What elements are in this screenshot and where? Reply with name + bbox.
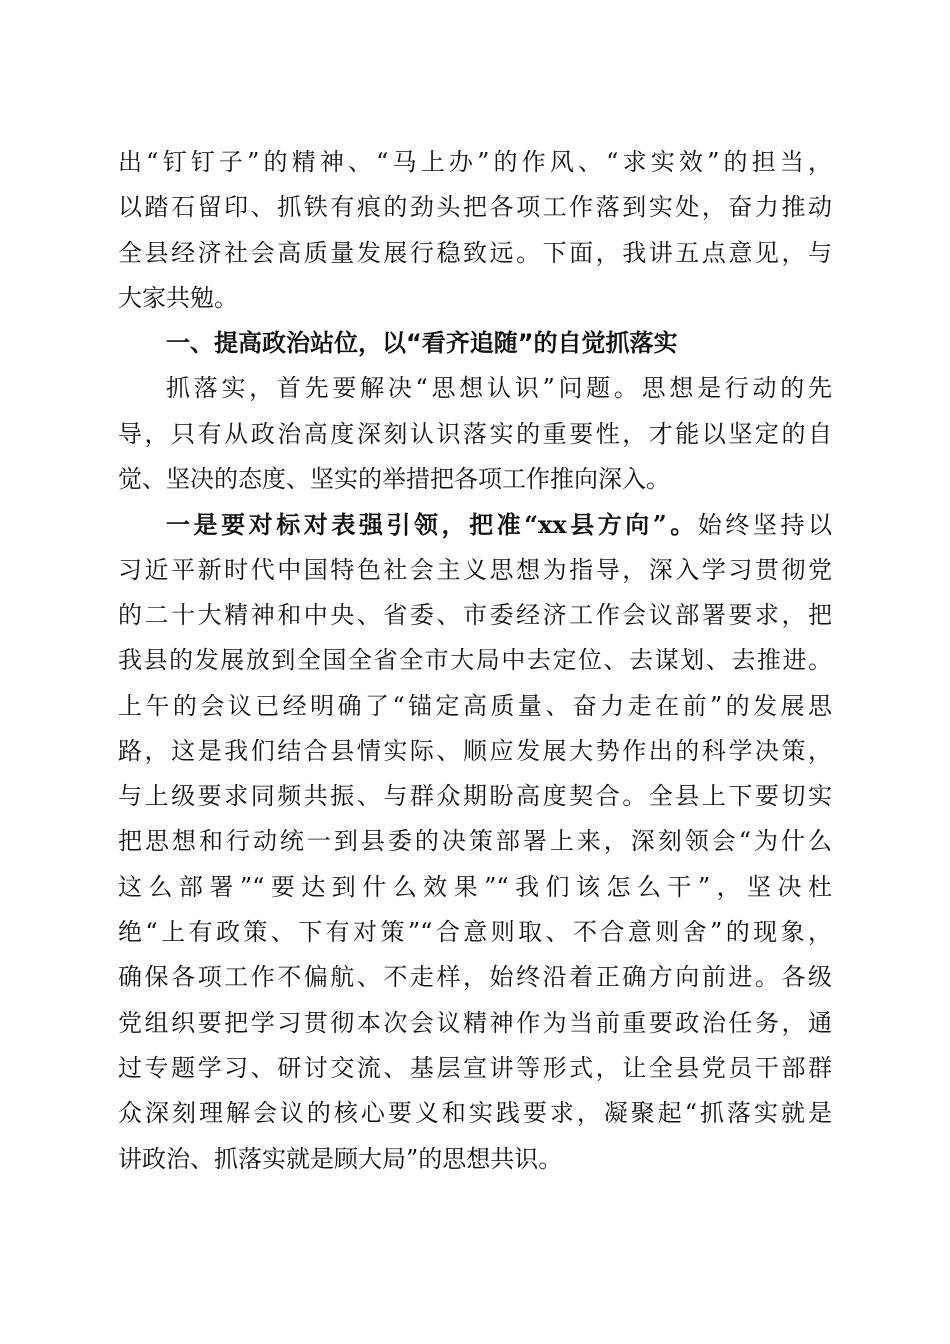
intro-line: 大家共勉。: [118, 283, 238, 312]
paragraph-line: 的二十大精神和中央、省委、市委经济工作会议部署要求，把: [118, 600, 832, 629]
paragraph-line: 导，只有从政治高度深刻认识落实的重要性，才能以坚定的自: [118, 419, 832, 448]
paragraph-line: 觉、坚决的态度、坚实的举措把各项工作推向深入。: [118, 465, 670, 494]
paragraph-line: 习近平新时代中国特色社会主义思想为指导，深入学习贯彻党: [118, 555, 832, 584]
paragraph-line: 与上级要求同频共振、与群众期盼高度契合。全县上下要切实: [118, 782, 832, 811]
paragraph-line: [118, 502, 832, 547]
paragraph-line: 确保各项工作不偏航、不走样，始终沿着正确方向前进。各级: [118, 963, 832, 992]
paragraph-line: 上午的会议已经明确了“锚定高质量、奋力走在前”的发展思: [118, 691, 832, 720]
intro-line: 全县经济社会高质量发展行稳致远。下面，我讲五点意见，与: [118, 238, 832, 267]
intro-line: 以踏石留印、抓铁有痕的劲头把各项工作落到实处，奋力推动: [118, 193, 832, 222]
paragraph-line: 讲政治、抓落实就是顾大局”的思想共识。: [118, 1144, 563, 1173]
paragraph-line: 路，这是我们结合县情实际、顺应发展大势作出的科学决策，: [118, 736, 832, 765]
subsection-lead: 一是要对标对表强引领，把准“xx县方向”。: [166, 510, 698, 540]
paragraph-line: 党组织要把学习贯彻本次会议精神作为当前重要政治任务，通: [118, 1008, 832, 1037]
paragraph-line: 绝“上有政策、下有对策”“合意则取、不合意则舍”的现象，: [118, 918, 832, 947]
paragraph-line: 我县的发展放到全国全省全市大局中去定位、去谋划、去推进。: [118, 646, 832, 675]
paragraph-text: 始终坚持以: [697, 511, 833, 540]
intro-line: 出“钉钉子”的精神、“马上办”的作风、“求实效”的担当，: [118, 148, 832, 176]
paragraph-line: 这么部署”“要达到什么效果”“我们该怎么干”，坚决杜: [118, 872, 832, 901]
paragraph-line: 众深刻理解会议的核心要义和实践要求，凝聚起“抓落实就是: [118, 1099, 832, 1128]
paragraph-line: 过专题学习、研讨交流、基层宣讲等形式，让全县党员干部群: [118, 1053, 832, 1082]
document-body: [118, 140, 832, 1182]
section-heading: 一、提高政治站位，以“看齐追随”的自觉抓落实: [166, 329, 678, 358]
paragraph-line: 把思想和行动统一到县委的决策部署上来，深刻领会“为什么: [118, 827, 832, 856]
paragraph-line: 抓落实，首先要解决“思想认识”问题。思想是行动的先: [166, 374, 832, 403]
